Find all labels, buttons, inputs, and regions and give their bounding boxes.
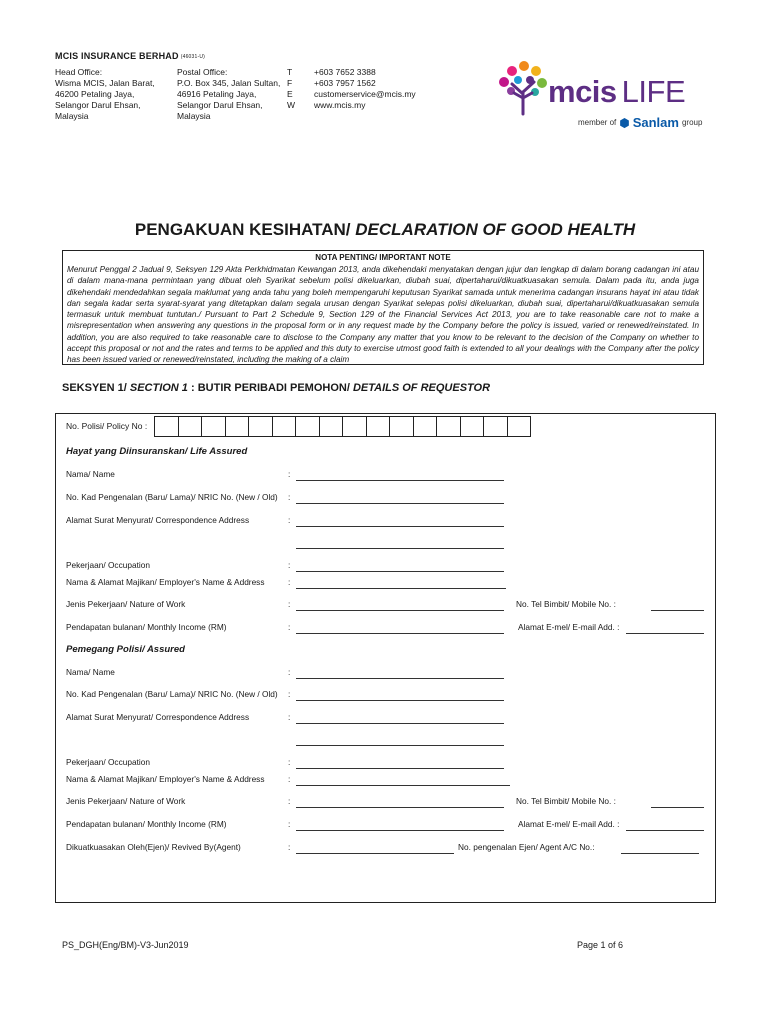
- as-nature-label: Jenis Pekerjaan/ Nature of Work: [66, 796, 186, 806]
- as-income-label: Pendapatan bulanan/ Monthly Income (RM): [66, 819, 227, 829]
- head-office-address: Head Office: Wisma MCIS, Jalan Barat, 46200 Petaling Jaya, Selangor Darul Ehsan, Malaysia: [55, 67, 155, 121]
- colon: :: [288, 667, 291, 677]
- la-address-field-2[interactable]: [296, 547, 504, 549]
- colon: :: [288, 842, 291, 852]
- as-address-label: Alamat Surat Menyurat/ Correspondence Address: [66, 712, 250, 722]
- important-note-body: Menurut Penggal 2 Jadual 9, Seksyen 129 Akta Perkhidmatan Kewangan 2013, anda dikehendaki menyatakan dengan jujur dan lengkap di dalam borang cadangan ini atau di dalam mana-mana permintaan yang dibuat oleh Syarikat sebelum polisi dikeluarkan, diubah suai, dipertaharui/dikuatkuasakan semula. Dalam pada itu, anda juga dikehendaki mendedahkan segala maklumat yang anda tahu yang boleh mempengaruhi keputusan Syarikat samada untuk menerima cadangan insurans hayat ini atau tidak dan segala kadar serta syarat-syarat yang ditetapkan dalam segala urusan dengan Syarikat selepas polisi dikeluarkan, diubah suai, dipertaharui/dikuatkuasakan semula termasuk untuk membuat tuntutan./ Pursuant to Part 2 Schedule 9, Section 129 of the Financial Services Act 2013, you are to take reasonable care not to make a misrepresentation when answering any questions in the proposal form or in any request made by the Company before the policy is issued, varied or renewed/reinstated. In addition, you are also required to take reasonable care to disclose to the Company any matter that you know to be relevant to the decision of the Company on whether to accept this proposal or not and the rates and terms to be applied and this duty to exercise utmost good faith is extended to all your dealings with the Company after the policy has been issued varied or renewed/reinstated, including the making of a claim: [67, 265, 699, 365]
- as-address-field-2[interactable]: [296, 744, 504, 746]
- important-note-heading: NOTA PENTING/ IMPORTANT NOTE: [315, 253, 451, 262]
- la-address-label: Alamat Surat Menyurat/ Correspondence Address: [66, 515, 250, 525]
- logo-life-text: LIFE: [621, 74, 686, 109]
- revived-by-field[interactable]: [296, 852, 454, 854]
- sanlam-icon: ⬢: [619, 115, 630, 130]
- policy-no-input[interactable]: [155, 416, 531, 437]
- contact-value: customerservice@mcis.my: [314, 89, 416, 99]
- requestor-details-form: [55, 413, 716, 903]
- la-mobile-label: No. Tel Bimbit/ Mobile No. :: [516, 599, 616, 609]
- document-code: PS_DGH(Eng/BM)-V3-Jun2019: [62, 940, 189, 950]
- as-occupation-label: Pekerjaan/ Occupation: [66, 757, 150, 767]
- la-employer-label: Nama & Alamat Majikan/ Employer's Name & Address: [66, 577, 265, 587]
- la-nric-label: No. Kad Pengenalan (Baru/ Lama)/ NRIC No. (New / Old): [66, 492, 278, 502]
- agent-ac-field[interactable]: [621, 852, 699, 854]
- la-name-label: Nama/ Name: [66, 469, 115, 479]
- registration-number: (46031-U): [180, 53, 206, 60]
- contact-value: www.mcis.my: [314, 100, 366, 110]
- as-income-field[interactable]: [296, 829, 504, 831]
- mcis-life-logo: [494, 60, 720, 140]
- la-income-field[interactable]: [296, 632, 504, 634]
- as-nric-label: No. Kad Pengenalan (Baru/ Lama)/ NRIC No. (New / Old): [66, 689, 278, 699]
- la-occupation-label: Pekerjaan/ Occupation: [66, 560, 150, 570]
- section-1-heading: SEKSYEN 1/ SECTION 1 : BUTIR PERIBADI PEMOHON/ DETAILS OF REQUESTOR: [62, 382, 491, 394]
- group-text: group: [681, 118, 703, 127]
- la-nric-field[interactable]: [296, 502, 504, 504]
- contact-row: [287, 78, 416, 89]
- la-nature-label: Jenis Pekerjaan/ Nature of Work: [66, 599, 186, 609]
- contact-list: [287, 67, 416, 111]
- la-address-field-1[interactable]: [296, 525, 504, 527]
- contact-value: +603 7652 3388: [314, 67, 376, 77]
- company-name: MCIS INSURANCE BERHAD (46031-U): [55, 51, 206, 61]
- as-occupation-field[interactable]: [296, 767, 504, 769]
- tree-icon: [494, 60, 550, 116]
- as-mobile-label: No. Tel Bimbit/ Mobile No. :: [516, 796, 616, 806]
- as-nature-field[interactable]: [296, 806, 504, 808]
- contact-value: +603 7957 1562: [314, 78, 376, 88]
- logo-mcis-text: mcis: [548, 74, 617, 109]
- contact-row: [287, 67, 416, 78]
- la-employer-field[interactable]: [296, 587, 506, 589]
- la-name-field[interactable]: [296, 479, 504, 481]
- page-number: Page 1 of 6: [577, 940, 624, 950]
- postal-office-address: Postal Office: P.O. Box 345, Jalan Sultan, 46916 Petaling Jaya, Selangor Darul Ehsan, Malaysia: [177, 67, 281, 121]
- assured-heading: Pemegang Polisi/ Assured: [66, 644, 185, 655]
- colon: :: [288, 757, 291, 767]
- member-of-text: member of: [578, 118, 617, 127]
- as-mobile-field[interactable]: [651, 806, 704, 808]
- colon: :: [288, 560, 291, 570]
- colon: :: [288, 469, 291, 479]
- as-name-field[interactable]: [296, 677, 504, 679]
- as-email-label: Alamat E-mel/ E-mail Add. :: [518, 819, 620, 829]
- page-title: PENGAKUAN KESIHATAN/ DECLARATION OF GOOD HEALTH: [134, 220, 636, 239]
- colon: :: [288, 622, 291, 632]
- agent-ac-label: No. pengenalan Ejen/ Agent A/C No.:: [458, 842, 595, 852]
- colon: :: [288, 515, 291, 525]
- contact-row: [287, 89, 416, 100]
- as-name-label: Nama/ Name: [66, 667, 115, 677]
- as-employer-label: Nama & Alamat Majikan/ Employer's Name & Address: [66, 774, 265, 784]
- as-employer-field[interactable]: [296, 784, 510, 786]
- sanlam-text: Sanlam: [632, 115, 679, 130]
- colon: :: [288, 774, 291, 784]
- as-address-field-1[interactable]: [296, 722, 504, 724]
- as-nric-field[interactable]: [296, 699, 504, 701]
- la-nature-field[interactable]: [296, 609, 504, 611]
- la-email-field[interactable]: [626, 632, 704, 634]
- colon: :: [288, 689, 291, 699]
- colon: :: [288, 492, 291, 502]
- revived-by-label: Dikuatkuasakan Oleh(Ejen)/ Revived By(Agent): [66, 842, 241, 852]
- la-occupation-field[interactable]: [296, 570, 504, 572]
- colon: :: [288, 577, 291, 587]
- important-note-box: [62, 250, 704, 365]
- colon: :: [288, 599, 291, 609]
- colon: :: [288, 796, 291, 806]
- life-assured-heading: Hayat yang Diinsuranskan/ Life Assured: [66, 446, 248, 457]
- la-income-label: Pendapatan bulanan/ Monthly Income (RM): [66, 622, 227, 632]
- member-of-sanlam: [578, 115, 702, 130]
- contact-key: E: [287, 89, 293, 99]
- contact-row: [287, 100, 416, 111]
- contact-key: W: [287, 100, 296, 110]
- colon: :: [288, 819, 291, 829]
- policy-no-label: No. Polisi/ Policy No :: [66, 421, 148, 431]
- colon: :: [288, 712, 291, 722]
- la-mobile-field[interactable]: [651, 609, 704, 611]
- as-email-field[interactable]: [626, 829, 704, 831]
- contact-key: F: [287, 78, 293, 88]
- contact-key: T: [287, 67, 293, 77]
- la-email-label: Alamat E-mel/ E-mail Add. :: [518, 622, 620, 632]
